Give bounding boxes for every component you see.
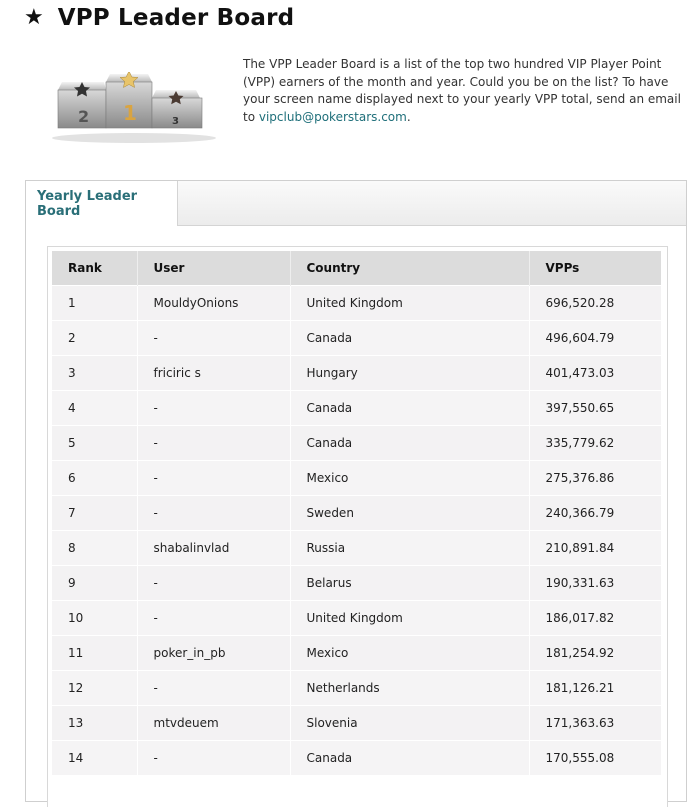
rank-cell: 4 xyxy=(52,391,137,426)
country-cell: Hungary xyxy=(290,356,529,391)
user-cell: shabalinvlad xyxy=(137,531,290,566)
user-cell: mtvdeuem xyxy=(137,706,290,741)
vipclub-email-link[interactable]: vipclub@pokerstars.com xyxy=(258,109,407,124)
vpps-cell: 171,363.63 xyxy=(529,706,661,741)
country-cell: Canada xyxy=(290,391,529,426)
table-row xyxy=(52,741,661,776)
rank-cell: 7 xyxy=(52,496,137,531)
vpps-cell: 335,779.62 xyxy=(529,426,661,461)
table-row xyxy=(52,636,661,671)
table-header-row xyxy=(52,251,661,286)
page-header xyxy=(24,0,294,36)
vpps-cell: 181,126.21 xyxy=(529,671,661,706)
vpps-cell: 275,376.86 xyxy=(529,461,661,496)
country-cell: Canada xyxy=(290,321,529,356)
rank-cell: 3 xyxy=(52,356,137,391)
user-cell: - xyxy=(137,496,290,531)
column-header-vpps[interactable]: VPPs xyxy=(529,251,661,286)
table-row xyxy=(52,391,661,426)
podium-label-1: 1 xyxy=(123,101,137,125)
table-row xyxy=(52,706,661,741)
rank-cell: 5 xyxy=(52,426,137,461)
rank-cell: 1 xyxy=(52,286,137,321)
vpps-cell: 186,017.82 xyxy=(529,601,661,636)
rank-cell: 6 xyxy=(52,461,137,496)
rank-cell: 8 xyxy=(52,531,137,566)
podium-label-2: 2 xyxy=(78,107,90,126)
country-cell: United Kingdom xyxy=(290,601,529,636)
table-row xyxy=(52,531,661,566)
table-body xyxy=(52,286,661,776)
vpps-cell: 401,473.03 xyxy=(529,356,661,391)
user-cell: poker_in_pb xyxy=(137,636,290,671)
user-cell: - xyxy=(137,321,290,356)
podium-label-3: 3 xyxy=(172,116,179,127)
user-cell: - xyxy=(137,566,290,601)
table-row xyxy=(52,601,661,636)
vpps-cell: 240,366.79 xyxy=(529,496,661,531)
page-title: VPP Leader Board xyxy=(57,5,295,31)
country-cell: Canada xyxy=(290,426,529,461)
leader-board-panel xyxy=(25,180,687,802)
table-frame xyxy=(47,246,668,807)
rank-cell: 14 xyxy=(52,741,137,776)
country-cell: Sweden xyxy=(290,496,529,531)
table-row xyxy=(52,566,661,601)
user-cell: - xyxy=(137,741,290,776)
vpps-cell: 170,555.08 xyxy=(529,741,661,776)
vpps-cell: 397,550.65 xyxy=(529,391,661,426)
user-cell: friciric s xyxy=(137,356,290,391)
column-header-country[interactable]: Country xyxy=(290,251,529,286)
intro-text-body: The VPP Leader Board is a list of the top two hundred VIP Player Point (VPP) earners of the month and year. Could you be on the list? To have your screen name displayed next to your yearly VPP total, send an email to xyxy=(243,57,681,124)
vpps-cell: 496,604.79 xyxy=(529,321,661,356)
table-row xyxy=(52,671,661,706)
rank-cell: 12 xyxy=(52,671,137,706)
country-cell: Mexico xyxy=(290,636,529,671)
rank-cell: 11 xyxy=(52,636,137,671)
user-cell: - xyxy=(137,461,290,496)
country-cell: Netherlands xyxy=(290,671,529,706)
vpps-cell: 181,254.92 xyxy=(529,636,661,671)
table-row xyxy=(52,356,661,391)
country-cell: United Kingdom xyxy=(290,286,529,321)
table-row xyxy=(52,321,661,356)
vpps-cell: 190,331.63 xyxy=(529,566,661,601)
table-row xyxy=(52,426,661,461)
user-cell: - xyxy=(137,671,290,706)
vpps-cell: 696,520.28 xyxy=(529,286,661,321)
rank-cell: 10 xyxy=(52,601,137,636)
table-row xyxy=(52,461,661,496)
country-cell: Canada xyxy=(290,741,529,776)
country-cell: Slovenia xyxy=(290,706,529,741)
country-cell: Russia xyxy=(290,531,529,566)
rank-cell: 13 xyxy=(52,706,137,741)
column-header-user[interactable]: User xyxy=(137,251,290,286)
star-icon: ★ xyxy=(24,5,44,30)
intro-text-end: . xyxy=(406,109,411,124)
tab-bar xyxy=(26,181,686,226)
table-row xyxy=(52,496,661,531)
rank-cell: 2 xyxy=(52,321,137,356)
user-cell: MouldyOnions xyxy=(137,286,290,321)
intro-text xyxy=(243,56,683,126)
country-cell: Mexico xyxy=(290,461,529,496)
table-row xyxy=(52,286,661,321)
user-cell: - xyxy=(137,601,290,636)
user-cell: - xyxy=(137,426,290,461)
column-header-rank[interactable]: Rank xyxy=(52,251,137,286)
country-cell: Belarus xyxy=(290,566,529,601)
user-cell: - xyxy=(137,391,290,426)
podium-image xyxy=(48,72,218,144)
leader-board-table xyxy=(52,251,661,775)
tab-yearly-leader-board[interactable]: Yearly Leader Board xyxy=(26,181,178,226)
vpps-cell: 210,891.84 xyxy=(529,531,661,566)
rank-cell: 9 xyxy=(52,566,137,601)
